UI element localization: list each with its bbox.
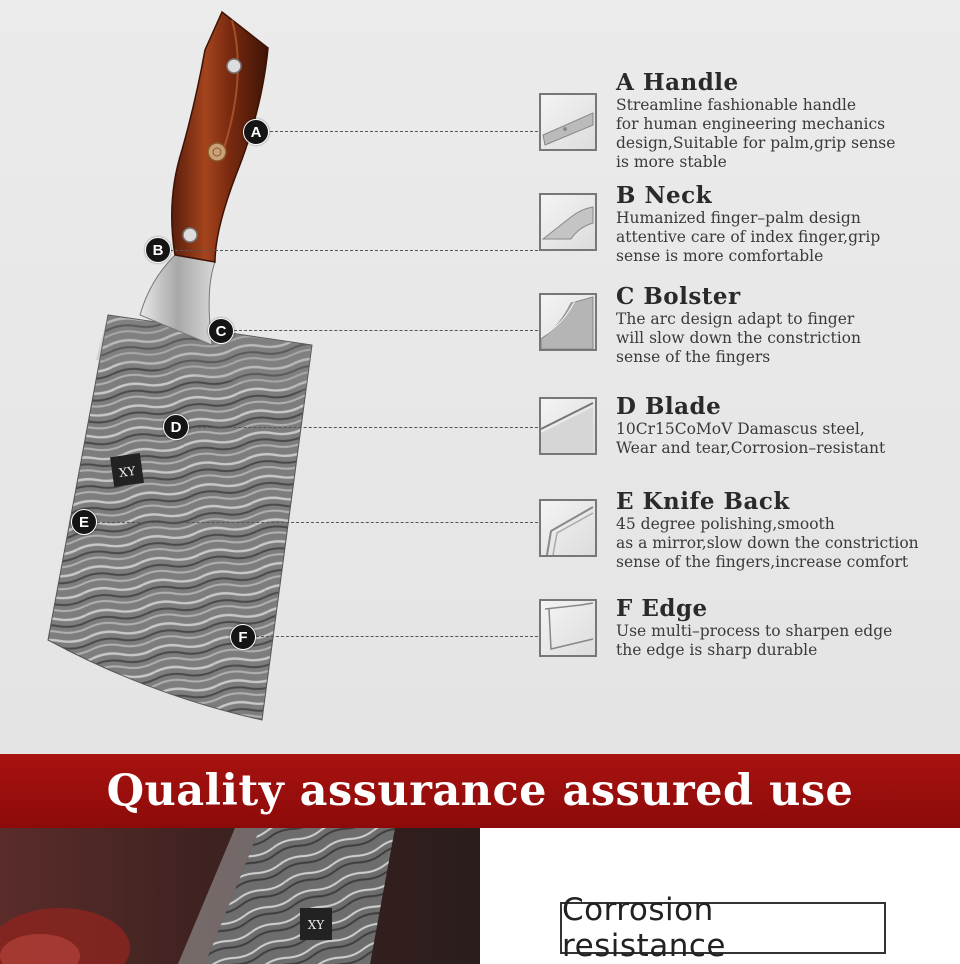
callout-line-a [270,131,538,132]
marker-d: D [163,414,189,440]
marker-a: A [243,119,269,145]
handle-detail-icon [539,93,597,151]
marker-c: C [208,318,234,344]
feature-title: B Neck [616,182,713,209]
feature-neck [616,183,946,266]
feature-description: 45 degree polishing,smooth as a mirror,slow down the constriction sense of the fingers,increase comfort [616,515,919,571]
feature-description: Humanized finger–palm design attentive care of index finger,grip sense is more comfortable [616,209,881,265]
feature-edge [616,596,946,660]
feature-title: D Blade [616,393,722,420]
caption-box [560,892,886,964]
neck-detail-icon [539,193,597,251]
callout-line-e [97,522,538,523]
marker-e: E [71,509,97,535]
callout-line-d [188,427,538,428]
svg-text:XY: XY [118,463,137,481]
feature-title: C Bolster [616,283,741,310]
feature-title: F Edge [616,595,708,622]
blade-detail-icon [539,397,597,455]
marker-b: B [145,237,171,263]
feature-title: A Handle [616,69,739,96]
callout-line-b [170,250,538,251]
feature-description: Streamline fashionable handle for human engineering mechanics design,Suitable for palm,grip sense is more stable [616,96,896,171]
feature-handle [616,70,946,172]
feature-description: Use multi–process to sharpen edge the edge is sharp durable [616,622,893,659]
feature-bolster [616,284,946,367]
banner-title: Quality assurance assured use [106,766,854,816]
bolster-detail-icon [539,293,597,351]
marker-f: F [230,624,256,650]
feature-blade [616,394,946,458]
feature-description: The arc design adapt to finger will slow down the constriction sense of the fingers [616,310,861,366]
callout-line-f [256,636,538,637]
caption-text: Corrosion resistance [562,892,726,964]
corrosion-section [0,828,960,964]
product-photo [0,828,480,964]
feature-description: 10Cr15CoMoV Damascus steel, Wear and tear,Corrosion–resistant [616,420,886,457]
edge-detail-icon [539,599,597,657]
quality-banner [0,754,960,828]
knife-back-detail-icon [539,499,597,557]
feature-knife-back [616,489,946,572]
svg-text:XY: XY [307,918,325,932]
feature-title: E Knife Back [616,488,790,515]
callout-line-c [234,330,538,331]
